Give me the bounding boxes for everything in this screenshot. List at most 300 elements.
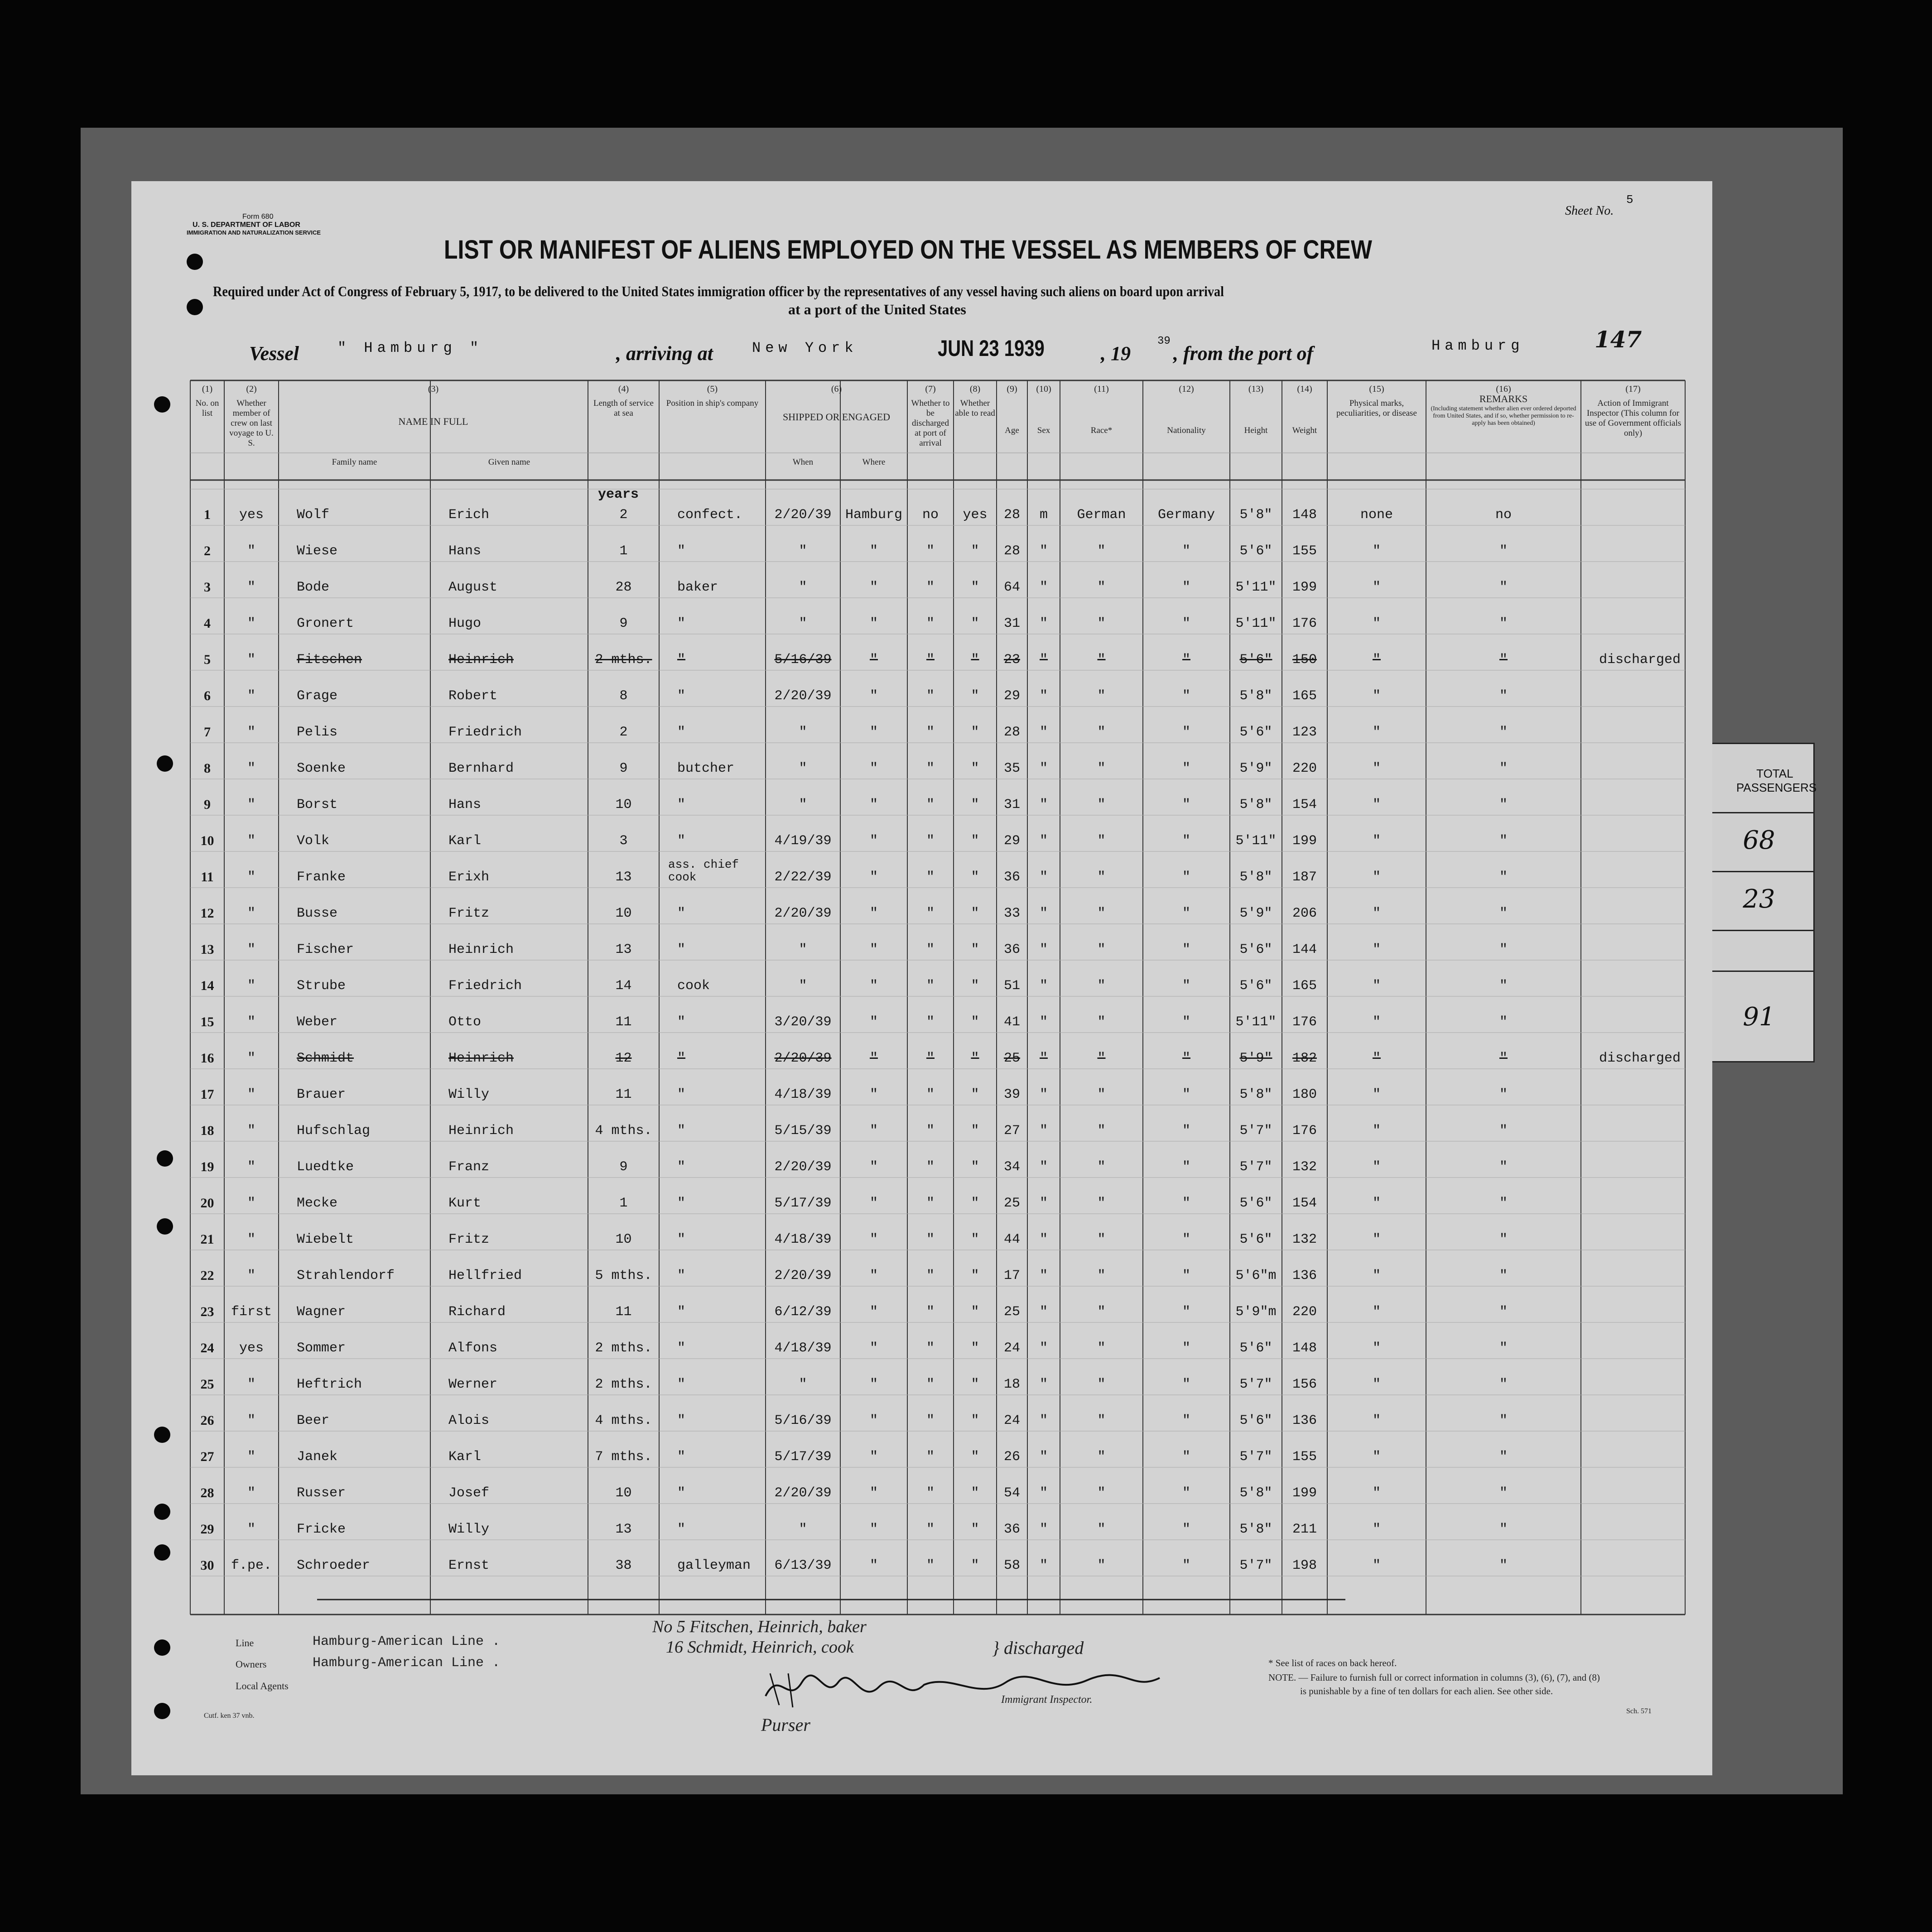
cell-position: ass. chief cook <box>668 858 739 884</box>
cell-where: " <box>869 1087 878 1102</box>
cell-race: " <box>1097 1449 1106 1465</box>
cell-given: Karl <box>448 1449 482 1465</box>
cell-race: " <box>1097 833 1106 849</box>
cell-where: " <box>869 1014 878 1030</box>
cell-where: " <box>869 1196 878 1211</box>
cell-nat: " <box>1182 1014 1190 1030</box>
cell-remarks: " <box>1499 1341 1508 1356</box>
cell-height: 5'6" <box>1239 1413 1272 1428</box>
cell-member: " <box>247 1377 255 1392</box>
cell-sex: " <box>1039 1449 1048 1465</box>
cell-when: 4/18/39 <box>774 1087 832 1102</box>
cell-marks: " <box>1372 616 1381 631</box>
cell-weight: 176 <box>1292 616 1317 631</box>
cell-disch: " <box>926 580 935 595</box>
line-label: Line <box>236 1637 254 1648</box>
cell-age: 26 <box>1003 1449 1020 1465</box>
cell-family: Volk <box>297 833 330 849</box>
cell-disch: " <box>926 688 935 704</box>
cell-where: " <box>869 906 878 921</box>
cell-position: " <box>677 833 686 849</box>
cell-where: " <box>869 833 878 849</box>
cell-where: " <box>869 942 878 957</box>
cell-age: 58 <box>1003 1558 1020 1573</box>
cell-member: " <box>247 543 255 559</box>
cell-sex: " <box>1039 725 1048 740</box>
cell-member: yes <box>239 507 264 523</box>
cell-age: 17 <box>1003 1268 1020 1283</box>
cell-age: 24 <box>1003 1341 1020 1356</box>
cell-n: 18 <box>200 1123 214 1138</box>
cell-weight: 199 <box>1292 580 1317 595</box>
service-name: IMMIGRATION AND NATURALIZATION SERVICE <box>187 229 321 236</box>
cell-service: 7 mths. <box>595 1449 652 1465</box>
cell-weight: 136 <box>1292 1413 1317 1428</box>
cell-where: " <box>869 1485 878 1501</box>
cell-read: " <box>971 543 979 559</box>
cell-disch: " <box>926 616 935 631</box>
cell-marks: " <box>1372 1522 1381 1537</box>
cell-n: 25 <box>200 1377 214 1392</box>
cell-n: 6 <box>204 688 211 703</box>
cell-marks: none <box>1360 507 1393 523</box>
cell-where: " <box>869 1341 878 1356</box>
cell-marks: " <box>1372 1232 1381 1247</box>
cell-position: " <box>677 1485 686 1501</box>
cell-race: " <box>1097 1051 1106 1066</box>
cell-remarks: " <box>1499 1159 1508 1175</box>
cell-remarks: " <box>1499 1449 1508 1465</box>
cell-nat: " <box>1182 580 1190 595</box>
purser-signature <box>761 1664 1169 1714</box>
cell-read: " <box>971 1268 979 1283</box>
cell-family: Wiebelt <box>297 1232 354 1247</box>
cell-family: Hufschlag <box>297 1123 371 1139</box>
cell-position: " <box>677 1087 686 1102</box>
cell-race: " <box>1097 1413 1106 1428</box>
cell-when: 6/13/39 <box>774 1558 832 1573</box>
cell-nat: Germany <box>1157 507 1215 523</box>
cell-read: " <box>971 1123 979 1139</box>
cell-sex: " <box>1039 1558 1048 1573</box>
cell-family: Weber <box>297 1014 338 1030</box>
cell-member: " <box>247 1413 255 1428</box>
cell-when: 5/15/39 <box>774 1123 832 1139</box>
cell-given: Heinrich <box>448 942 514 957</box>
cell-nat: " <box>1182 1196 1190 1211</box>
cell-family: Schmidt <box>297 1051 354 1066</box>
cell-marks: " <box>1372 761 1381 776</box>
cell-nat: " <box>1182 652 1190 668</box>
cell-member: " <box>247 1014 255 1030</box>
cell-given: Hugo <box>448 616 482 631</box>
cell-read: " <box>971 1522 979 1537</box>
cell-n: 3 <box>204 580 211 595</box>
cell-disch: " <box>926 1449 935 1465</box>
cell-when: 2/20/39 <box>774 507 832 523</box>
arriving-label: , arriving at <box>616 342 713 365</box>
cell-sex: m <box>1039 507 1048 523</box>
cell-remarks: " <box>1499 652 1508 668</box>
cell-read: " <box>971 1014 979 1030</box>
cell-service: 10 <box>615 1485 632 1501</box>
cell-position: " <box>677 616 686 631</box>
cell-where: " <box>869 688 878 704</box>
cell-family: Grage <box>297 688 338 704</box>
cell-n: 11 <box>201 870 214 884</box>
cell-marks: " <box>1372 652 1381 668</box>
cell-height: 5'8" <box>1239 1485 1272 1501</box>
cell-position: " <box>677 1304 686 1320</box>
cell-where: " <box>869 543 878 559</box>
cell-when: 5/16/39 <box>774 652 832 668</box>
cell-service: 28 <box>615 580 632 595</box>
cell-read: " <box>971 1485 979 1501</box>
cell-member: " <box>247 1449 255 1465</box>
cell-member: " <box>247 906 255 921</box>
cell-marks: " <box>1372 1087 1381 1102</box>
cell-marks: " <box>1372 1159 1381 1175</box>
cell-weight: 220 <box>1292 761 1317 776</box>
handwritten-discharged: } discharged <box>992 1638 1084 1658</box>
cell-race: " <box>1097 1159 1106 1175</box>
cell-where: " <box>869 1123 878 1139</box>
cell-race: " <box>1097 906 1106 921</box>
cell-nat: " <box>1182 1341 1190 1356</box>
cell-age: 23 <box>1003 652 1020 668</box>
cell-remarks: " <box>1499 906 1508 921</box>
column-header-race: Race* <box>1090 426 1113 435</box>
cell-member: " <box>247 1087 255 1102</box>
cell-nat: " <box>1182 978 1190 994</box>
cell-disch: " <box>926 1341 935 1356</box>
cell-where: " <box>869 1159 878 1175</box>
cell-position: " <box>677 1159 686 1175</box>
cell-nat: " <box>1182 1123 1190 1139</box>
cell-service: 1 <box>619 543 628 559</box>
cell-sex: " <box>1039 942 1048 957</box>
cell-read: " <box>971 1159 979 1175</box>
cell-service: 13 <box>615 870 632 885</box>
cell-where: " <box>869 1232 878 1247</box>
cell-given: Willy <box>448 1087 490 1102</box>
cell-age: 34 <box>1003 1159 1020 1175</box>
column-number: (2) <box>246 384 257 394</box>
cell-family: Strube <box>297 978 346 994</box>
cell-n: 12 <box>200 906 214 921</box>
cell-remarks: " <box>1499 1413 1508 1428</box>
cell-height: 5'11" <box>1235 1014 1277 1030</box>
cell-sex: " <box>1039 1159 1048 1175</box>
cell-race: " <box>1097 1232 1106 1247</box>
cell-action: discharged <box>1599 1051 1681 1066</box>
handwritten-note-1: No 5 Fitschen, Heinrich, baker <box>652 1617 867 1636</box>
column-header-position: Position in ship's company <box>666 399 759 408</box>
column-number: (1) <box>202 384 213 394</box>
cell-given: Ernst <box>448 1558 490 1573</box>
cell-service: 8 <box>619 688 628 704</box>
cell-member: f.pe. <box>231 1558 272 1573</box>
cell-where: " <box>869 616 878 631</box>
cell-position: " <box>677 1522 686 1537</box>
cell-disch: " <box>926 652 935 668</box>
cell-n: 14 <box>200 978 214 993</box>
cell-family: Soenke <box>297 761 346 776</box>
cell-height: 5'7" <box>1239 1159 1272 1175</box>
cell-where: " <box>869 580 878 595</box>
cell-age: 29 <box>1003 833 1020 849</box>
column-header-member: Whether member of crew on last voyage to U. S. <box>229 399 274 448</box>
cell-n: 23 <box>200 1304 214 1319</box>
cell-where: " <box>869 797 878 812</box>
cell-nat: " <box>1182 906 1190 921</box>
cell-read: " <box>971 1377 979 1392</box>
manifest-subtitle-2: at a port of the United States <box>788 301 966 317</box>
cell-where: " <box>869 652 878 668</box>
cell-marks: " <box>1372 1485 1381 1501</box>
cell-given: Franz <box>448 1159 490 1175</box>
cell-height: 5'6" <box>1239 942 1272 957</box>
cell-weight: 132 <box>1292 1232 1317 1247</box>
cell-age: 31 <box>1003 797 1020 812</box>
cell-race: " <box>1097 652 1106 668</box>
cell-given: Fritz <box>448 1232 490 1247</box>
cell-given: Josef <box>448 1485 490 1501</box>
cell-marks: " <box>1372 870 1381 885</box>
cell-nat: " <box>1182 1449 1190 1465</box>
cell-weight: 165 <box>1292 688 1317 704</box>
cell-disch: " <box>926 1304 935 1320</box>
cell-service: 9 <box>619 616 628 631</box>
cell-nat: " <box>1182 616 1190 631</box>
cell-nat: " <box>1182 688 1190 704</box>
cell-position: " <box>677 543 686 559</box>
cell-position: " <box>677 725 686 740</box>
cell-remarks: " <box>1499 978 1508 994</box>
cell-when: " <box>799 797 807 812</box>
passenger-tally-tab <box>1703 743 1815 1062</box>
sheet-label: Sheet No. <box>1565 204 1614 218</box>
cell-age: 25 <box>1003 1196 1020 1211</box>
cell-family: Wolf <box>297 507 330 523</box>
cell-action: discharged <box>1599 652 1681 668</box>
cell-member: " <box>247 978 255 994</box>
cell-sex: " <box>1039 1522 1048 1537</box>
cell-remarks: " <box>1499 725 1508 740</box>
cell-family: Brauer <box>297 1087 346 1102</box>
cell-weight: 155 <box>1292 1449 1317 1465</box>
column-header-height: Height <box>1244 426 1268 435</box>
tally-label: TOTAL PASSENGERS <box>1736 767 1817 794</box>
cell-height: 5'6" <box>1239 725 1272 740</box>
cell-family: Russer <box>297 1485 346 1501</box>
cell-height: 5'6"m <box>1235 1268 1277 1283</box>
cell-family: Luedtke <box>297 1159 354 1175</box>
cell-disch: " <box>926 1087 935 1102</box>
tally-value-total: 91 <box>1743 1002 1775 1032</box>
cell-given: Bernhard <box>448 761 514 776</box>
cell-age: 36 <box>1003 1522 1020 1537</box>
vessel-label: Vessel <box>249 342 299 365</box>
cell-race: " <box>1097 1087 1106 1102</box>
service-years-label: years <box>598 487 639 502</box>
cell-age: 35 <box>1003 761 1020 776</box>
owners-label: Owners <box>236 1658 267 1670</box>
cell-family: Fischer <box>297 942 354 957</box>
cell-remarks: " <box>1499 543 1508 559</box>
cell-weight: 182 <box>1292 1051 1317 1066</box>
cell-sex: " <box>1039 906 1048 921</box>
cell-remarks: " <box>1499 1087 1508 1102</box>
cell-nat: " <box>1182 543 1190 559</box>
cell-age: 41 <box>1003 1014 1020 1030</box>
cell-position: " <box>677 1123 686 1139</box>
cell-nat: " <box>1182 833 1190 849</box>
cell-service: 3 <box>619 833 628 849</box>
cell-position: " <box>677 1014 686 1030</box>
cell-given: Robert <box>448 688 498 704</box>
cell-where: " <box>869 1268 878 1283</box>
column-header-given: Given name <box>488 457 530 467</box>
cell-member: " <box>247 616 255 631</box>
cell-weight: 220 <box>1292 1304 1317 1320</box>
cell-given: August <box>448 580 498 595</box>
cell-marks: " <box>1372 1196 1381 1211</box>
cell-position: " <box>677 1449 686 1465</box>
cell-weight: 176 <box>1292 1123 1317 1139</box>
cell-weight: 132 <box>1292 1159 1317 1175</box>
cell-service: 13 <box>615 1522 632 1537</box>
cell-disch: " <box>926 1522 935 1537</box>
fine-note-1: NOTE. — Failure to furnish full or correct information in columns (3), (6), (7), and (8) <box>1268 1672 1600 1683</box>
cell-height: 5'8" <box>1239 797 1272 812</box>
cell-disch: " <box>926 870 935 885</box>
cell-race: " <box>1097 797 1106 812</box>
cell-nat: " <box>1182 942 1190 957</box>
cell-service: 4 mths. <box>595 1413 652 1428</box>
page-mark: 147 <box>1595 326 1642 353</box>
column-number: (17) <box>1625 384 1641 394</box>
cell-when: 4/19/39 <box>774 833 832 849</box>
cell-n: 26 <box>200 1413 214 1428</box>
cell-when: " <box>799 1377 807 1392</box>
cell-age: 31 <box>1003 616 1020 631</box>
cell-nat: " <box>1182 1522 1190 1537</box>
cell-family: Schroeder <box>297 1558 371 1573</box>
cell-weight: 211 <box>1292 1522 1317 1537</box>
cell-given: Alfons <box>448 1341 498 1356</box>
cell-weight: 155 <box>1292 543 1317 559</box>
column-number: (14) <box>1297 384 1312 394</box>
cell-member: " <box>247 1485 255 1501</box>
cell-read: " <box>971 1413 979 1428</box>
cell-weight: 206 <box>1292 906 1317 921</box>
cell-remarks: " <box>1499 1051 1508 1066</box>
cell-where: " <box>869 978 878 994</box>
tally-value-1: 68 <box>1743 826 1775 855</box>
cell-height: 5'8" <box>1239 507 1272 523</box>
cell-disch: " <box>926 761 935 776</box>
cell-read: " <box>971 833 979 849</box>
cell-race: " <box>1097 1377 1106 1392</box>
cell-given: Friedrich <box>448 725 522 740</box>
cell-n: 28 <box>200 1485 214 1500</box>
cell-family: Mecke <box>297 1196 338 1211</box>
cell-when: " <box>799 725 807 740</box>
cell-member: " <box>247 797 255 812</box>
cell-race: " <box>1097 761 1106 776</box>
cell-remarks: " <box>1499 1196 1508 1211</box>
cell-disch: " <box>926 906 935 921</box>
cell-disch: " <box>926 1051 935 1066</box>
cell-family: Gronert <box>297 616 354 631</box>
cell-marks: " <box>1372 1413 1381 1428</box>
cell-n: 8 <box>204 761 211 776</box>
cell-disch: no <box>922 507 939 523</box>
cell-service: 2 <box>619 725 628 740</box>
cell-position: " <box>677 906 686 921</box>
cell-sex: " <box>1039 797 1048 812</box>
cell-marks: " <box>1372 1051 1381 1066</box>
cell-given: Kurt <box>448 1196 482 1211</box>
cell-remarks: " <box>1499 1123 1508 1139</box>
cell-height: 5'9" <box>1239 761 1272 776</box>
cell-position: butcher <box>677 761 735 776</box>
cell-family: Wagner <box>297 1304 346 1320</box>
cell-n: 20 <box>200 1196 214 1211</box>
cell-member: " <box>247 870 255 885</box>
cell-position: " <box>677 797 686 812</box>
cell-nat: " <box>1182 1558 1190 1573</box>
cell-weight: 136 <box>1292 1268 1317 1283</box>
cell-height: 5'6" <box>1239 1341 1272 1356</box>
print-code: Cutf. ken 37 vnb. <box>204 1712 255 1720</box>
cell-height: 5'6" <box>1239 652 1272 668</box>
cell-weight: 180 <box>1292 1087 1317 1102</box>
column-number: (10) <box>1036 384 1051 394</box>
cell-nat: " <box>1182 870 1190 885</box>
cell-marks: " <box>1372 725 1381 740</box>
cell-weight: 144 <box>1292 942 1317 957</box>
cell-disch: " <box>926 833 935 849</box>
cell-where: Hamburg <box>845 507 903 523</box>
column-header-disch: Whether to be discharged at port of arrival <box>911 399 950 448</box>
cell-age: 25 <box>1003 1051 1020 1066</box>
column-header-action: Action of Immigrant Inspector (This column for use of Government officials only) <box>1585 399 1681 438</box>
cell-height: 5'11" <box>1235 833 1277 849</box>
cell-read: " <box>971 906 979 921</box>
cell-age: 36 <box>1003 870 1020 885</box>
cell-when: 3/20/39 <box>774 1014 832 1030</box>
cell-family: Wiese <box>297 543 338 559</box>
cell-read: " <box>971 616 979 631</box>
arrival-port: New York <box>752 340 858 356</box>
cell-position: " <box>677 1268 686 1283</box>
cell-marks: " <box>1372 833 1381 849</box>
cell-family: Beer <box>297 1413 330 1428</box>
cell-nat: " <box>1182 1304 1190 1320</box>
column-number: (15) <box>1369 384 1384 394</box>
cell-sex: " <box>1039 1051 1048 1066</box>
cell-marks: " <box>1372 1268 1381 1283</box>
cell-remarks: " <box>1499 1304 1508 1320</box>
department-name: U. S. DEPARTMENT OF LABOR <box>193 221 300 229</box>
cell-given: Fritz <box>448 906 490 921</box>
cell-age: 36 <box>1003 942 1020 957</box>
column-header-name: NAME IN FULL <box>398 416 468 427</box>
cell-where: " <box>869 1304 878 1320</box>
column-header-service: Length of service at sea <box>593 399 654 418</box>
